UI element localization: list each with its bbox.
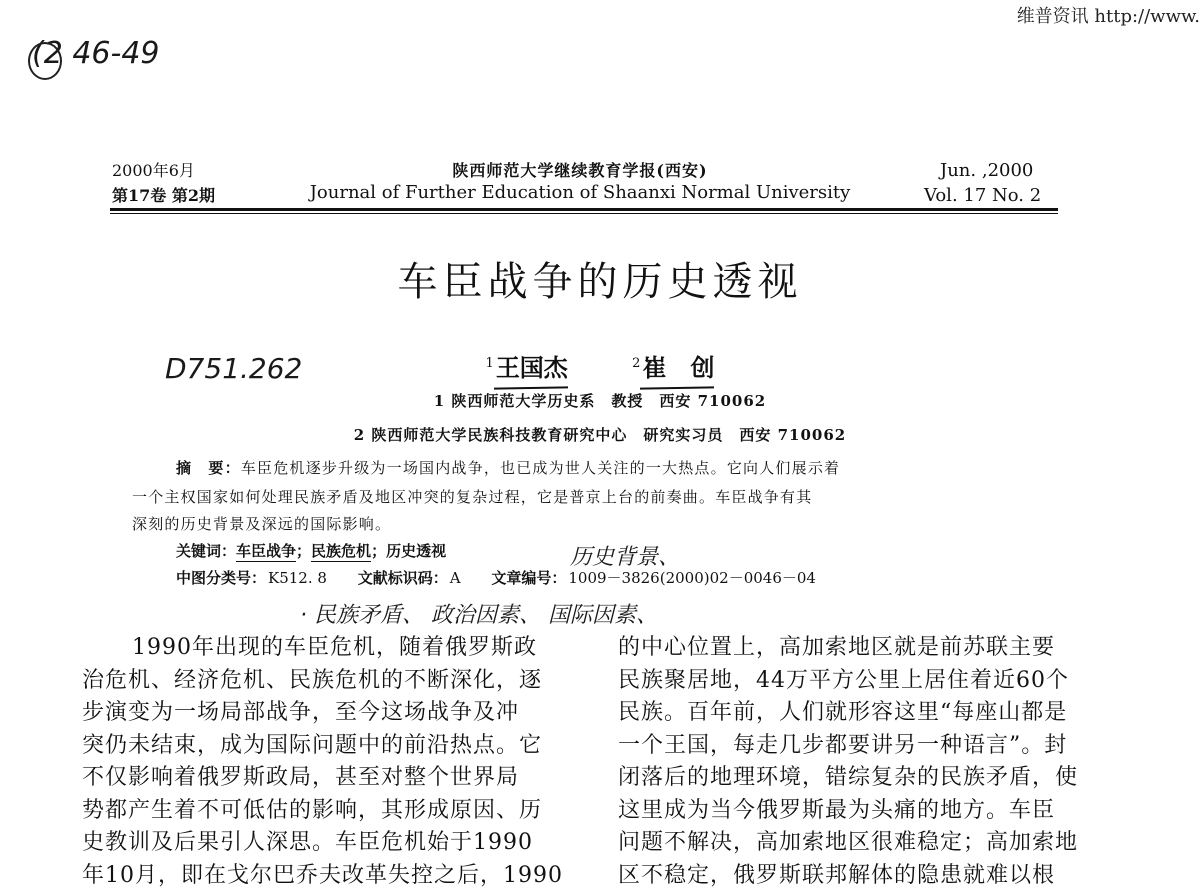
- body-left-column: [82, 632, 582, 892]
- journal-date-en: Jun. ,2000: [940, 160, 1034, 181]
- handwritten-keyword-note: 历史背景、: [570, 545, 681, 570]
- body-line: 史教训及后果引人深思。车臣危机始于1990: [82, 830, 533, 855]
- body-line: 民族聚居地，44万平方公里上居住着近60个: [618, 667, 1069, 693]
- body-line: 区不稳定，俄罗斯联邦解体的隐患就难以根: [618, 862, 1056, 888]
- journal-date-cn: 2000年6月: [112, 161, 195, 180]
- header-rule-thin: [110, 213, 1058, 214]
- author-2-name: 崔 创: [642, 353, 715, 382]
- author-2: [632, 348, 714, 383]
- keyword-1: 车臣战争: [236, 542, 297, 560]
- body-line: 1990年出现的车臣危机，随着俄罗斯政: [132, 635, 537, 660]
- body-line: 不仅影响着俄罗斯政局，甚至对整个世界局: [82, 765, 520, 790]
- keyword-separator: ；: [296, 542, 312, 560]
- body-line: 闭落后的地理环境，错综复杂的民族矛盾，使: [618, 765, 1079, 790]
- clc-label: 中图分类号：: [176, 569, 267, 587]
- handwritten-circle-mark: [28, 42, 62, 80]
- journal-name-cn: 陕西师范大学继续教育学报(西安): [452, 161, 708, 180]
- body-line: 的中心位置上，高加索地区就是前苏联主要: [618, 635, 1056, 660]
- body-line: 这里成为当今俄罗斯最为头痛的地方。车臣: [618, 797, 1056, 823]
- body-line: 势都产生着不可低估的影响，其形成原因、历: [82, 797, 543, 823]
- keywords: [176, 540, 446, 561]
- watermark: 维普资讯 http://www.: [1016, 6, 1200, 27]
- clc-value: K512. 8: [268, 569, 327, 587]
- journal-volume-cn: 第17卷 第2期: [112, 186, 215, 205]
- author-1-mark: 1: [485, 356, 494, 371]
- author-1: [486, 348, 568, 383]
- body-line: 年10月，即在戈尔巴乔夫改革失控之后，1990: [82, 862, 563, 888]
- body-line: 问题不解决，高加索地区很难稳定；高加索地: [618, 830, 1079, 855]
- handwritten-page-note: (2 46-49: [32, 36, 160, 71]
- doc-code-label: 文献标识码：: [357, 569, 448, 587]
- article-no-value: 1009－3826(2000)02－0046－04: [568, 569, 816, 587]
- classification-row: [176, 567, 816, 588]
- abstract-line-2: 一个主权国家如何处理民族矛盾及地区冲突的复杂过程，它是普京上台的前奏曲。车臣战争有其: [132, 488, 813, 506]
- keywords-label: 关键词：: [176, 542, 237, 560]
- abstract-line-3: 深刻的历史背景及深远的国际影响。: [132, 515, 392, 533]
- body-right-column: [618, 632, 1118, 892]
- article-no-label: 文章编号：: [491, 569, 567, 587]
- author-2-mark: 2: [632, 356, 641, 371]
- affiliation-1: 1 陕西师范大学历史系 教授 西安 710062: [433, 392, 767, 410]
- abstract-text: 车臣危机逐步升级为一场国内战争，也已成为世人关注的一大热点。它向人们展示着: [240, 459, 841, 477]
- keyword-2: 民族危机: [311, 542, 372, 560]
- abstract-label: 摘 要：: [176, 459, 241, 477]
- body-line: 民族。百年前，人们就形容这里“每座山都是: [618, 700, 1068, 725]
- doc-code-value: A: [449, 569, 461, 587]
- journal-name-en: Journal of Further Education of Shaanxi Normal University: [309, 182, 851, 203]
- body-line: 步演变为一场局部战争，至今这场战争及冲: [82, 700, 520, 725]
- keyword-separator: ；: [371, 542, 387, 560]
- article-title: 车臣战争的历史透视: [397, 259, 803, 305]
- body-line: 突仍未结束，成为国际问题中的前沿热点。它: [82, 732, 543, 758]
- body-line: 治危机、经济危机、民族危机的不断深化，逐: [82, 667, 543, 693]
- header-rule: [110, 208, 1058, 211]
- author-line: [0, 348, 1200, 383]
- abstract-line-1: [176, 457, 840, 478]
- keyword-3: 历史透视: [386, 542, 447, 560]
- journal-volume-en: Vol. 17 No. 2: [924, 185, 1042, 206]
- affiliation-2: 2 陕西师范大学民族科技教育研究中心 研究实习员 西安 710062: [353, 426, 847, 444]
- author-1-name: 王国杰: [495, 353, 568, 382]
- body-line: 一个王国，每走几步都要讲另一种语言”。封: [618, 732, 1068, 758]
- handwritten-classification: D751.262: [165, 352, 303, 385]
- handwritten-margin-notes: · 民族矛盾、 政治因素、 国际因素、: [300, 603, 658, 628]
